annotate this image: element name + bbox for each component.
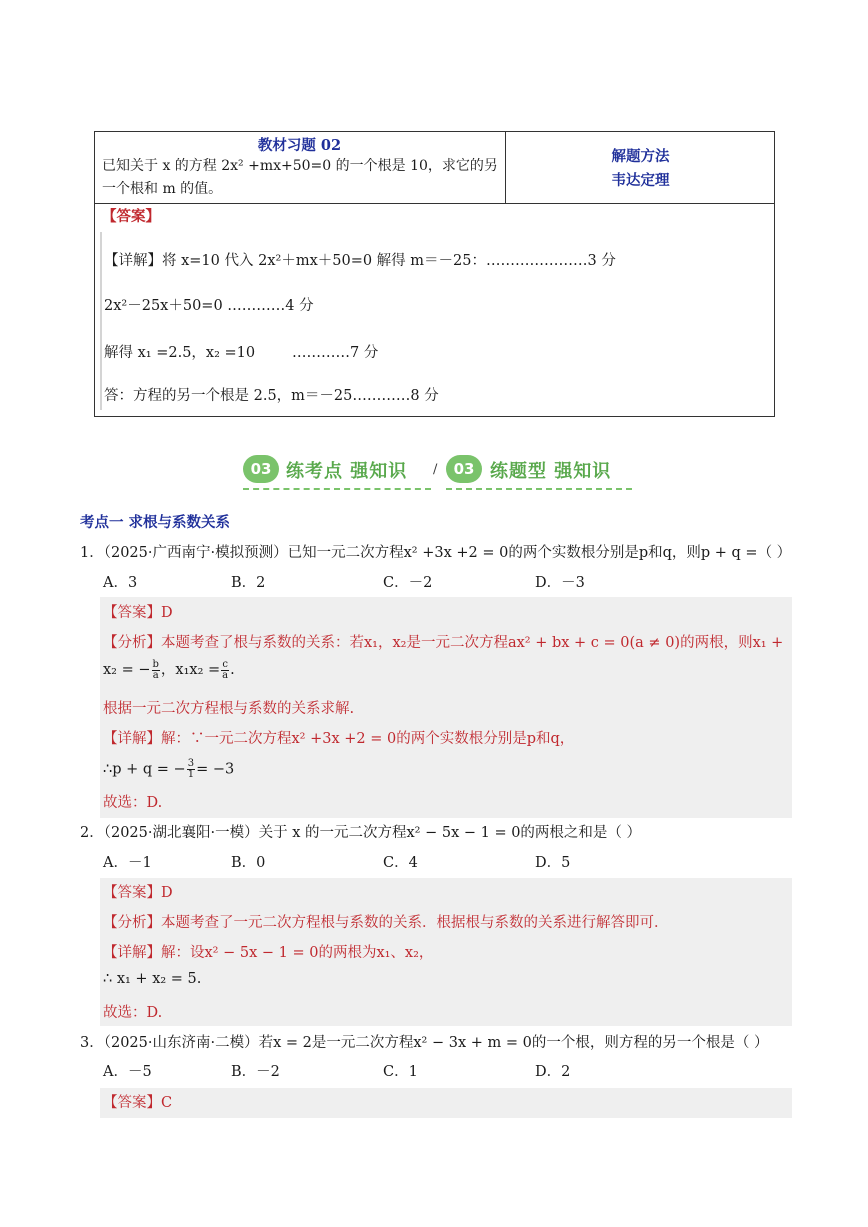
answer-tag: 【答案】 — [102, 208, 160, 225]
analysis-2-part-b: ，x₁x₂ = — [160, 662, 221, 678]
question-2-analysis: 【分析】本题考查了一元二次方程根与系数的关系．根据根与系数的关系进行解答即可． — [103, 915, 669, 931]
question-2-option-d: D．5 — [535, 855, 571, 871]
banner-left-text: 练考点 强知识 — [286, 461, 408, 482]
question-1-option-a: A．3 — [103, 575, 138, 591]
question-3-answer-box — [100, 1088, 792, 1118]
question-2-stem: 2．（2025·湖北襄阳·一模）关于 x 的一元二次方程x² − 5x − 1 = 0的两根之和是（ ） — [80, 825, 642, 841]
section-title: 考点一 求根与系数关系 — [80, 514, 231, 531]
detail-2-part-a: ∴p + q = − — [103, 761, 186, 778]
question-1-answer: 【答案】D — [103, 605, 173, 621]
solution-line-2: 2x²－25x＋50=0 …………4 分 — [104, 298, 314, 314]
question-1-analysis-3: 根据一元二次方程根与系数的关系求解. — [103, 701, 355, 717]
question-3-option-d: D．2 — [535, 1064, 571, 1080]
question-2-detail-2: ∴ x₁ + x₂ = 5. — [103, 971, 202, 987]
question-2-answer: 【答案】D — [103, 885, 173, 901]
question-2-detail-1: 【详解】解：设x² − 5x − 1 = 0的两根为x₁、x₂， — [103, 945, 434, 961]
method-label: 解题方法 — [611, 148, 670, 165]
fraction-numerator: 3 — [187, 758, 195, 769]
banner-underline-left — [243, 488, 431, 490]
question-3-option-c: C．1 — [383, 1064, 418, 1080]
fraction-3-over-1 — [187, 759, 195, 780]
question-3-stem: 3．（2025·山东济南·二模）若x = 2是一元二次方程x² − 3x + m = 0的一个根，则方程的另一个根是（ ） — [80, 1035, 769, 1051]
exercise-title: 教材习题 02 — [257, 137, 342, 154]
detail-2-part-b: = −3 — [196, 761, 235, 778]
exercise-question: 已知关于 x 的方程 2x² +mx+50=0 的一个根是 10，求它的另一个根和 m 的值。 — [102, 158, 498, 197]
question-3-option-b: B．－2 — [231, 1064, 280, 1080]
fraction-c-over-a — [221, 660, 229, 681]
question-3-option-a: A．－5 — [103, 1064, 152, 1080]
question-2-option-c: C．4 — [383, 855, 418, 871]
method-name: 韦达定理 — [611, 172, 670, 189]
banner-badge-left: 03 — [243, 455, 279, 483]
question-1-option-b: B．2 — [231, 575, 266, 591]
solution-line-3: 解得 x₁ =2.5，x₂ =10 — [104, 345, 256, 361]
question-1-analysis-2 — [103, 658, 235, 681]
banner-underline-right — [446, 488, 632, 490]
question-1-choice: 故选：D. — [103, 795, 163, 811]
method-panel — [506, 145, 775, 193]
question-2-option-a: A．－1 — [103, 855, 152, 871]
analysis-2-part-a: x₂ = − — [103, 662, 151, 678]
fraction-denominator: a — [152, 669, 159, 681]
scan-margin-line — [100, 232, 102, 410]
question-2-choice: 故选：D. — [103, 1005, 163, 1021]
question-2-option-b: B．0 — [231, 855, 266, 871]
fraction-numerator: b — [152, 658, 159, 670]
question-3-answer: 【答案】C — [103, 1095, 173, 1111]
fraction-numerator: c — [222, 658, 228, 670]
solution-line-4: 答：方程的另一个根是 2.5，m＝－25…………8 分 — [104, 388, 439, 404]
fraction-denominator: a — [222, 669, 229, 681]
banner-right-text: 练题型 强知识 — [490, 461, 612, 482]
question-1-detail-1: 【详解】解：∵一元二次方程x² +3x +2 = 0的两个实数根分别是p和q， — [103, 731, 575, 747]
analysis-2-part-c: . — [230, 662, 235, 678]
question-1-stem: 1．（2025·广西南宁·模拟预测）已知一元二次方程x² +3x +2 = 0的两个实数根分别是p和q，则p + q =（ ） — [80, 545, 792, 561]
fraction-denominator: 1 — [187, 769, 195, 780]
question-1-option-c: C．－2 — [383, 575, 433, 591]
solution-line-1: 【详解】将 x=10 代入 2x²＋mx＋50=0 解得 m＝－25：…………………3 分 — [104, 253, 616, 269]
banner-badge-right: 03 — [446, 455, 482, 483]
question-1-detail-2 — [103, 759, 234, 780]
box-divider-horizontal — [94, 203, 775, 204]
banner-separator: / — [433, 462, 438, 477]
solution-line-3-score: …………7 分 — [292, 345, 379, 361]
question-1-option-d: D．－3 — [535, 575, 585, 591]
question-1-analysis-1: 【分析】本题考查了根与系数的关系：若x₁，x₂是一元二次方程ax² + bx + c = 0(a ≠ 0)的两根，则x₁ + — [103, 635, 784, 651]
fraction-b-over-a — [152, 660, 160, 681]
